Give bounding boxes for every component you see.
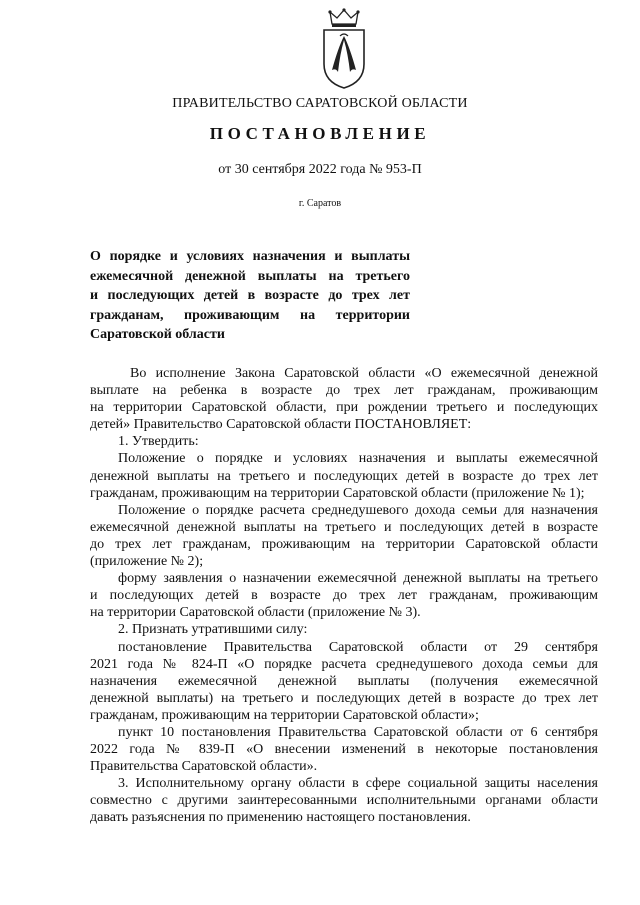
document-type: ПОСТАНОВЛЕНИЕ (209, 124, 431, 143)
body-line: на территории Саратовской области, при рождении третьего и последующих (90, 400, 598, 416)
body-line: ежемесячной денежной выплаты на третьего и последующих детей в возрасте (90, 519, 598, 535)
body-line: назначения ежемесячной денежной выплаты (получения ежемесячной (90, 673, 598, 689)
body-line: Положение о порядке расчета среднедушевого дохода семьи для назначения (118, 502, 598, 518)
body-line: форму заявления о назначении ежемесячной денежной выплаты на третьего (118, 571, 598, 587)
body-line: 2022 года № 839-П «О внесении изменений в некоторые постановления (90, 742, 598, 758)
body-line: на территории Саратовской области (приложение № 3). (90, 605, 421, 621)
body-line: 3. Исполнительному органу области в сфере социальной защиты населения (118, 776, 598, 792)
document-body (90, 365, 598, 827)
body-line: денежной выплаты) на третьего и последующих детей в возрасте до трех лет (90, 690, 598, 706)
body-line: 1. Утвердить: (118, 434, 199, 450)
body-line: гражданам, проживающим на территории Саратовской области»; (90, 707, 479, 723)
title-line: ежемесячной денежной выплаты на третьего (90, 268, 410, 284)
body-line: выплате на ребенка в возрасте до трех лет гражданам, проживающим (90, 383, 598, 399)
saratov-coat-of-arms-icon (318, 8, 370, 92)
organization-name: ПРАВИТЕЛЬСТВО САРАТОВСКОЙ ОБЛАСТИ (172, 96, 468, 111)
body-line: до трех лет гражданам, проживающим на территории Саратовской области (90, 536, 598, 552)
body-line: совместно с другими заинтересованными исполнительными органами области (90, 793, 598, 809)
title-line: Саратовской области (90, 327, 225, 342)
body-line: и последующих детей в возрасте до трех лет гражданам, проживающим (90, 588, 598, 604)
body-line: постановление Правительства Саратовской области от 29 сентября (118, 639, 598, 655)
title-line: гражданам, проживающим на территории (90, 307, 410, 323)
body-line: Во исполнение Закона Саратовской области «О ежемесячной денежной (130, 366, 598, 381)
city: г. Саратов (298, 198, 342, 209)
body-line: пункт 10 постановления Правительства Саратовской области от 6 сентября (118, 724, 598, 740)
body-line: денежной выплаты на третьего и последующих детей в возрасте до трех лет (90, 468, 598, 484)
document-title (90, 247, 410, 345)
body-line: (приложение № 2); (90, 554, 204, 570)
title-line: и последующих детей в возрасте до трех лет (90, 288, 410, 303)
body-line: Правительства Саратовской области». (90, 759, 318, 775)
body-line: гражданам, проживающим на территории Саратовской области (приложение № 1); (90, 485, 585, 501)
body-line: Положение о порядке и условиях назначения и выплаты ежемесячной (118, 451, 598, 467)
body-line: 2021 года № 824-П «О порядке расчета среднедушевого дохода семьи для (90, 656, 598, 672)
body-line: давать разъяснения по применению настоящего постановления. (90, 810, 471, 826)
date-number: от 30 сентября 2022 года № 953-П (218, 162, 422, 177)
body-line: 2. Признать утратившими силу: (118, 622, 308, 638)
body-line: детей» Правительство Саратовской области ПОСТАНОВЛЯЕТ: (90, 417, 472, 433)
title-line: О порядке и условиях назначения и выплаты (90, 249, 410, 264)
